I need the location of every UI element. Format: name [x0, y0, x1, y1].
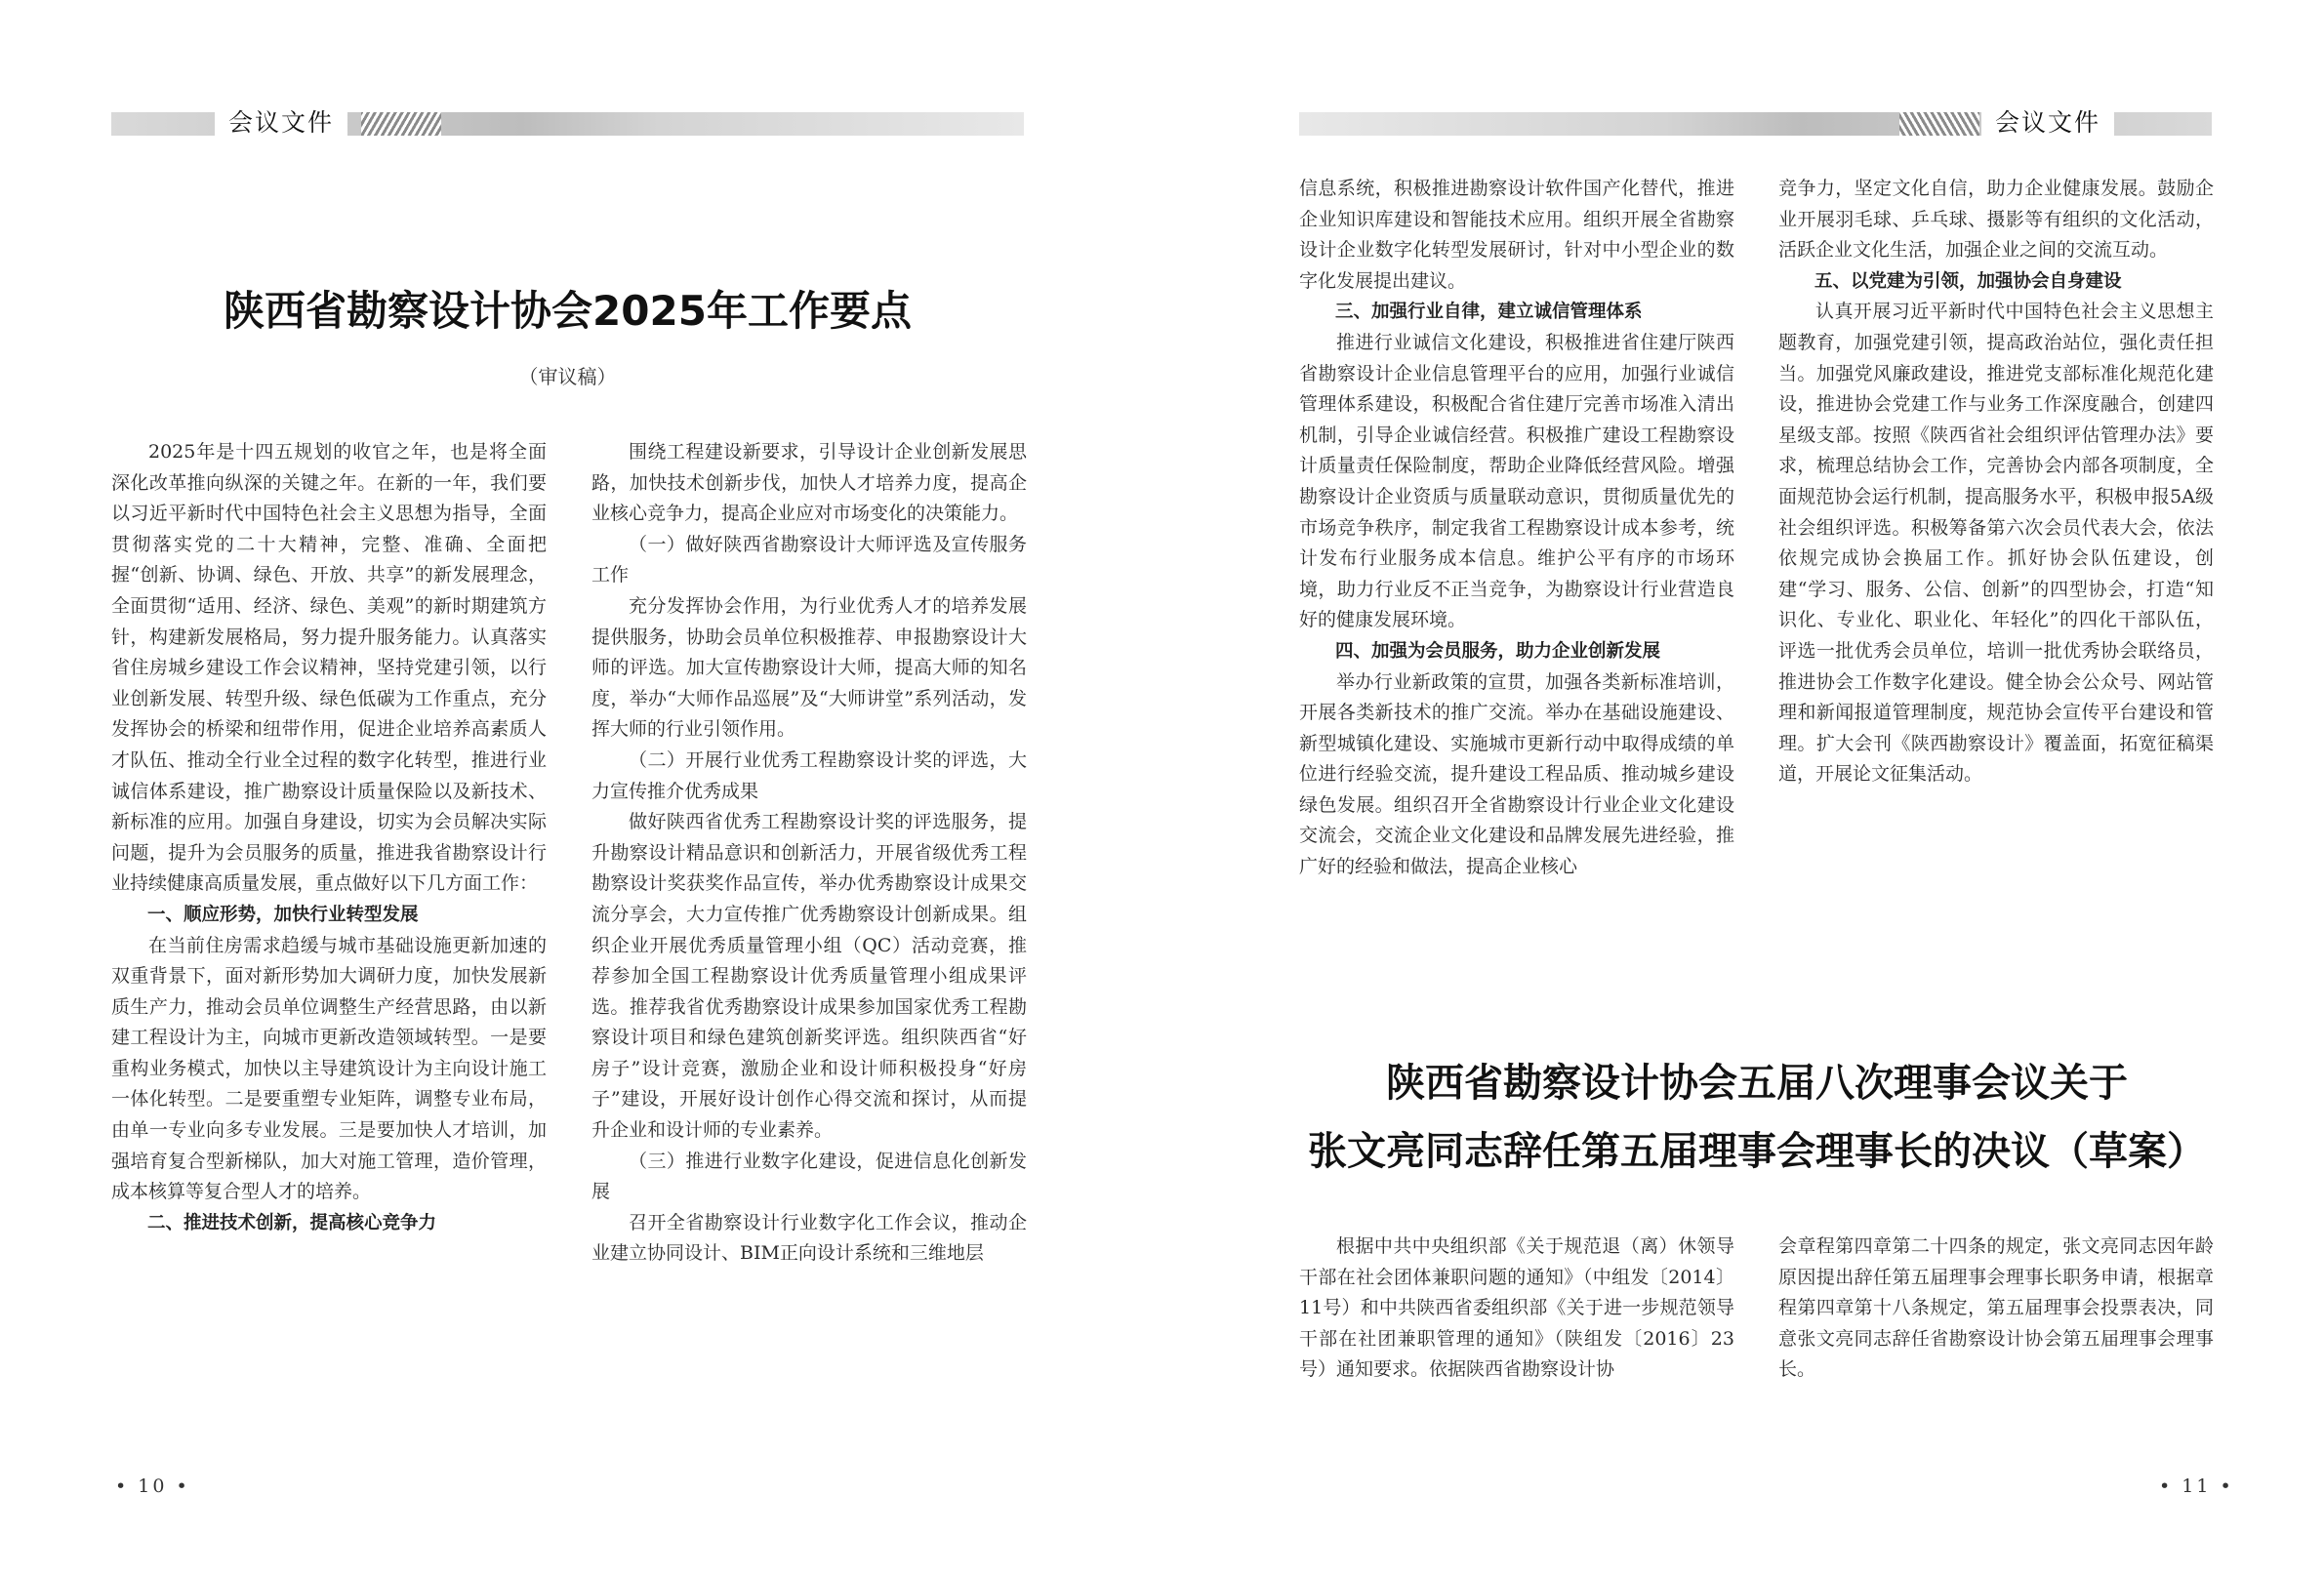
page-number-left: • 10 • — [115, 1475, 190, 1497]
left-section-label: 会议文件 — [215, 104, 347, 141]
left-column-2 — [591, 437, 1027, 1270]
resolution-column-1 — [1299, 1232, 1734, 1386]
section-heading: 一、顺应形势，加快行业转型发展 — [147, 904, 419, 925]
paragraph: 会章程第四章第二十四条的规定，张文亮同志因年龄原因提出辞任第五届理事会理事长职务申请，根据章程第四章第十八条规定，第五届理事会投票表决，同意张文亮同志辞任省勘察设计协会第五届理事会理事长。 — [1778, 1235, 2214, 1381]
paragraph: 推进行业诚信文化建设，积极推进省住建厅陕西省勘察设计企业信息管理平台的应用，加强行业诚信管理体系建设，积极配合省住建厅完善市场准入清出机制，引导企业诚信经营。积极推广建设工程勘察设计质量责任保险制度，帮助企业降低经营风险。增强勘察设计企业资质与质量联动意识，贯彻质量优先的市场竞争秩序，制定我省工程勘察设计成本参考，统计发布行业服务成本信息。维护公平有序的市场环境，助力行业反不正当竞争，为勘察设计行业营造良好的健康发展环境。 — [1299, 331, 1734, 631]
paragraph: （三）推进行业数字化建设，促进信息化创新发展 — [591, 1150, 1027, 1203]
paragraph: 围绕工程建设新要求，引导设计企业创新发展思路，加快技术创新步伐，加快人才培养力度，提高企业核心竞争力，提高企业应对市场变化的决策能力。 — [591, 441, 1027, 525]
paragraph: 2025年是十四五规划的收官之年，也是将全面深化改革推向纵深的关键之年。在新的一年，我们要以习近平新时代中国特色社会主义思想为指导，全面贯彻落实党的二十大精神，完整、准确、全面把握“创新、协调、绿色、开放、共享”的新发展理念，全面贯彻“适用、经济、绿色、美观”的新时期建筑方针，构建新发展格局，努力提升服务能力。认真落实省住房城乡建设工作会议精神，坚持党建引领，以行业创新发展、转型升级、绿色低碳为工作重点，充分发挥协会的桥梁和纽带作用，促进企业培养高素质人才队伍、推动全行业全过程的数字化转型，推进行业诚信体系建设，推广勘察设计质量保险以及新技术、新标准的应用。加强自身建设，切实为会员解决实际问题，提升为会员服务的质量，推进我省勘察设计行业持续健康高质量发展，重点做好以下几方面工作： — [111, 441, 547, 895]
paragraph: （一）做好陕西省勘察设计大师评选及宣传服务工作 — [591, 533, 1027, 586]
article-title: 陕西省勘察设计协会2025年工作要点 — [224, 287, 912, 335]
page-number-right: • 11 • — [2159, 1475, 2234, 1497]
paragraph: 充分发挥协会作用，为行业优秀人才的培养发展提供服务，协助会员单位积极推荐、申报勘察设计大师的评选。加大宣传勘察设计大师，提高大师的知名度，举办“大师作品巡展”及“大师讲堂”系列活动，发挥大师的行业引领作用。 — [591, 594, 1027, 741]
right-section-label: 会议文件 — [1981, 104, 2114, 141]
section-heading: 四、加强为会员服务，助力企业创新发展 — [1335, 640, 1661, 662]
section-heading: 二、推进技术创新，提高核心竞争力 — [147, 1212, 437, 1233]
paragraph: 竞争力，坚定文化自信，助力企业健康发展。鼓励企业开展羽毛球、乒乓球、摄影等有组织的文化活动，活跃企业文化生活，加强企业之间的交流互动。 — [1778, 178, 2214, 262]
article-subtitle: （审议稿） — [518, 365, 617, 388]
paragraph: 在当前住房需求趋缓与城市基础设施更新加速的双重背景下，面对新形势加大调研力度，加快发展新质生产力，推动会员单位调整生产经营思路，由以新建工程设计为主，向城市更新改造领域转型。一是要重构业务模式，加快以主导建筑设计为主向设计施工一体化转型。二是要重塑专业矩阵，调整专业布局，由单一专业向多专业发展。三是要加快人才培训，加强培育复合型新梯队，加大对施工管理，造价管理，成本核算等复合型人才的培养。 — [111, 934, 547, 1203]
right-column-1 — [1299, 174, 1734, 883]
paragraph: （二）开展行业优秀工程勘察设计奖的评选，大力宣传推介优秀成果 — [591, 748, 1027, 802]
resolution-title-line2: 张文亮同志辞任第五届理事会理事长的决议（草案） — [1308, 1129, 2206, 1174]
paragraph: 举办行业新政策的宣贯，加强各类新标准培训，开展各类新技术的推广交流。举办在基础设施建设、新型城镇化建设、实施城市更新行动中取得成绩的单位进行经验交流，提升建设工程品质、推动城乡建设绿色发展。组织召开全省勘察设计行业企业文化建设交流会，交流企业文化建设和品牌发展先进经验，推广好的经验和做法，提高企业核心 — [1299, 670, 1734, 878]
section-heading: 五、以党建为引领，加强协会自身建设 — [1814, 270, 2122, 292]
paragraph: 认真开展习近平新时代中国特色社会主义思想主题教育，加强党建引领，提高政治站位，强化责任担当。加强党风廉政建设，推进党支部标准化规范化建设，推进协会党建工作与业务工作深度融合，创建四星级支部。按照《陕西省社会组织评估管理办法》要求，梳理总结协会工作，完善协会内部各项制度，全面规范协会运行机制，提高服务水平，积极申报5A级社会组织评选。积极筹备第六次会员代表大会，依法依规完成协会换届工作。抓好协会队伍建设，创建“学习、服务、公信、创新”的四型协会，打造“知识化、专业化、职业化、年轻化”的四化干部队伍，评选一批优秀会员单位，培训一批优秀协会联络员，推进协会工作数字化建设。健全协会公众号、网站管理和新闻报道管理制度，规范协会宣传平台建设和管理。扩大会刊《陕西勘察设计》覆盖面，拓宽征稿渠道，开展论文征集活动。 — [1778, 301, 2214, 786]
left-column-1 — [111, 437, 547, 1238]
right-header-stripes — [1899, 112, 1979, 136]
paragraph: 信息系统，积极推进勘察设计软件国产化替代，推进企业知识库建设和智能技术应用。组织开展全省勘察设计企业数字化转型发展研讨，针对中小型企业的数字化发展提出建议。 — [1299, 178, 1734, 292]
resolution-column-2 — [1778, 1232, 2214, 1386]
section-heading: 三、加强行业自律，建立诚信管理体系 — [1335, 302, 1643, 323]
paragraph: 召开全省勘察设计行业数字化工作会议，推动企业建立协同设计、BIM正向设计系统和三维地层 — [591, 1211, 1027, 1265]
resolution-title-line1: 陕西省勘察设计协会五届八次理事会议关于 — [1386, 1061, 2128, 1106]
paragraph: 做好陕西省优秀工程勘察设计奖的评选服务，提升勘察设计精品意识和创新活力，开展省级优秀工程勘察设计奖获奖作品宣传，举办优秀勘察设计成果交流分享会，大力宣传推广优秀勘察设计创新成果。组织企业开展优秀质量管理小组（QC）活动竞赛，推荐参加全国工程勘察设计优秀质量管理小组成果评选。推荐我省优秀勘察设计成果参加国家优秀工程勘察设计项目和绿色建筑创新奖评选。组织陕西省“好房子”设计竞赛，激励企业和设计师积极投身“好房子”建设，开展好设计创作心得交流和探讨，从而提升企业和设计师的专业素养。 — [591, 811, 1027, 1142]
left-header-stripes — [361, 112, 441, 136]
right-column-2 — [1778, 174, 2214, 790]
paragraph: 根据中共中央组织部《关于规范退（离）休领导干部在社会团体兼职问题的通知》（中组发〔2014〕11号）和中共陕西省委组织部《关于进一步规范领导干部在社团兼职管理的通知》（陕组发〔2016〕23号）通知要求。依据陕西省勘察设计协 — [1299, 1235, 1734, 1381]
